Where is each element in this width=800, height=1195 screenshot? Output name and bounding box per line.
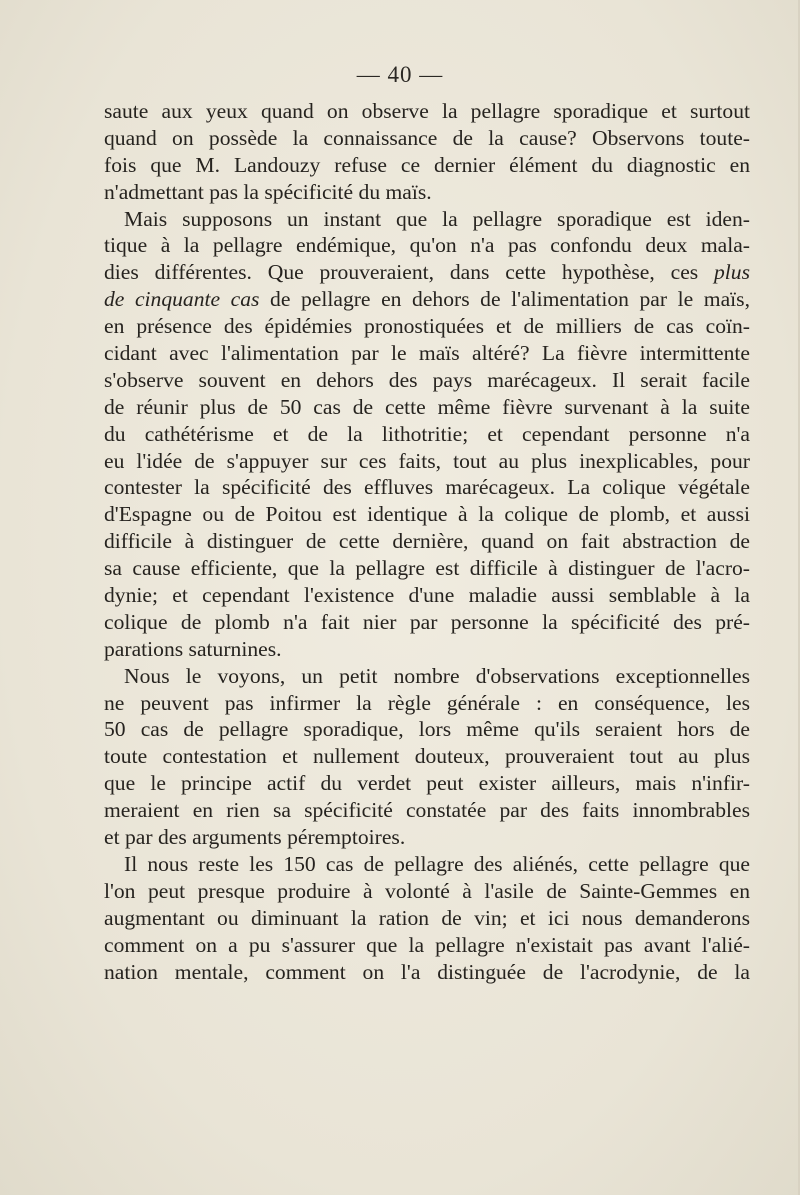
paragraph-4 (104, 851, 750, 985)
text-line: fois que M. Landouzy refuse ce dernier élément du diagnostic en (104, 152, 750, 177)
text-line: cidant avec l'alimentation par le maïs altéré? La fièvre intermittente (104, 341, 750, 366)
paragraph-1 (104, 98, 750, 206)
text-segment: de pellagre en dehors de l'alimentation par le maïs, (270, 287, 750, 312)
text-line: toute contestation et nullement douteux, prouveraient tout au plus (104, 744, 750, 769)
text-line: en présence des épidémies pronostiquées et de milliers de cas coïn- (104, 314, 750, 339)
text-line: contester la spécificité des effluves marécageux. La colique végétale (104, 475, 750, 500)
text-line: du cathétérisme et de la lithotritie; et cependant personne n'a (104, 421, 750, 446)
paragraph-2 (104, 206, 750, 663)
text-line: que le principe actif du verdet peut exister ailleurs, mais n'infir- (104, 771, 750, 796)
text-line: difficile à distinguer de cette dernière, quand on fait abstraction de (104, 529, 750, 554)
text-line: et par des arguments péremptoires. (104, 825, 406, 850)
text-line: comment on a pu s'assurer que la pellagre n'existait pas avant l'alié- (104, 932, 750, 957)
text-line: parations saturnines. (104, 636, 282, 661)
text-line: quand on possède la connaissance de la cause? Observons toute- (104, 125, 750, 150)
paragraph-3 (104, 663, 750, 851)
text-line: nation mentale, comment on l'a distinguée de l'acrodynie, de la (104, 959, 750, 984)
text-line: sa cause efficiente, que la pellagre est difficile à distinguer de l'acro- (104, 556, 750, 581)
text-line: l'on peut presque produire à volonté à l'asile de Sainte-Gemmes en (104, 878, 750, 903)
text-line: s'observe souvent en dehors des pays marécageux. Il serait facile (104, 367, 750, 392)
text-line: saute aux yeux quand on observe la pellagre sporadique et surtout (104, 99, 750, 123)
text-line-with-emphasis (104, 286, 750, 313)
text-line: Mais supposons un instant que la pellagre sporadique est iden- (124, 206, 750, 231)
text-line-with-emphasis (104, 259, 750, 286)
text-line: Il nous reste les 150 cas de pellagre des aliénés, cette pellagre que (124, 851, 750, 876)
text-segment: dies différentes. Que prouveraient, dans cette hypothèse, ces (104, 260, 714, 285)
text-line: de réunir plus de 50 cas de cette même fièvre survenant à la suite (104, 394, 750, 419)
emphasis-text: de cinquante cas (104, 287, 260, 312)
text-line: augmentant ou diminuant la ration de vin; et ici nous demanderons (104, 905, 750, 930)
text-line: dynie; et cependant l'existence d'une maladie aussi semblable à la (104, 583, 750, 608)
text-line: n'admettant pas la spécificité du maïs. (104, 179, 432, 204)
emphasis-text: plus (714, 260, 750, 285)
text-line: meraient en rien sa spécificité constatée par des faits innombrables (104, 798, 750, 823)
text-line: eu l'idée de s'appuyer sur ces faits, tout au plus inexplicables, pour (104, 448, 750, 473)
text-line: Nous le voyons, un petit nombre d'observations exceptionnelles (124, 663, 750, 688)
text-line: ne peuvent pas infirmer la règle générale : en conséquence, les (104, 690, 750, 715)
text-line: colique de plomb n'a fait nier par personne la spécificité des pré- (104, 609, 750, 634)
text-line: tique à la pellagre endémique, qu'on n'a pas confondu deux mala- (104, 233, 750, 258)
page-number: — 40 — (356, 62, 444, 87)
text-line: d'Espagne ou de Poitou est identique à la colique de plomb, et aussi (104, 502, 750, 527)
body-text (104, 98, 750, 985)
text-line: 50 cas de pellagre sporadique, lors même qu'ils seraient hors de (104, 717, 750, 742)
